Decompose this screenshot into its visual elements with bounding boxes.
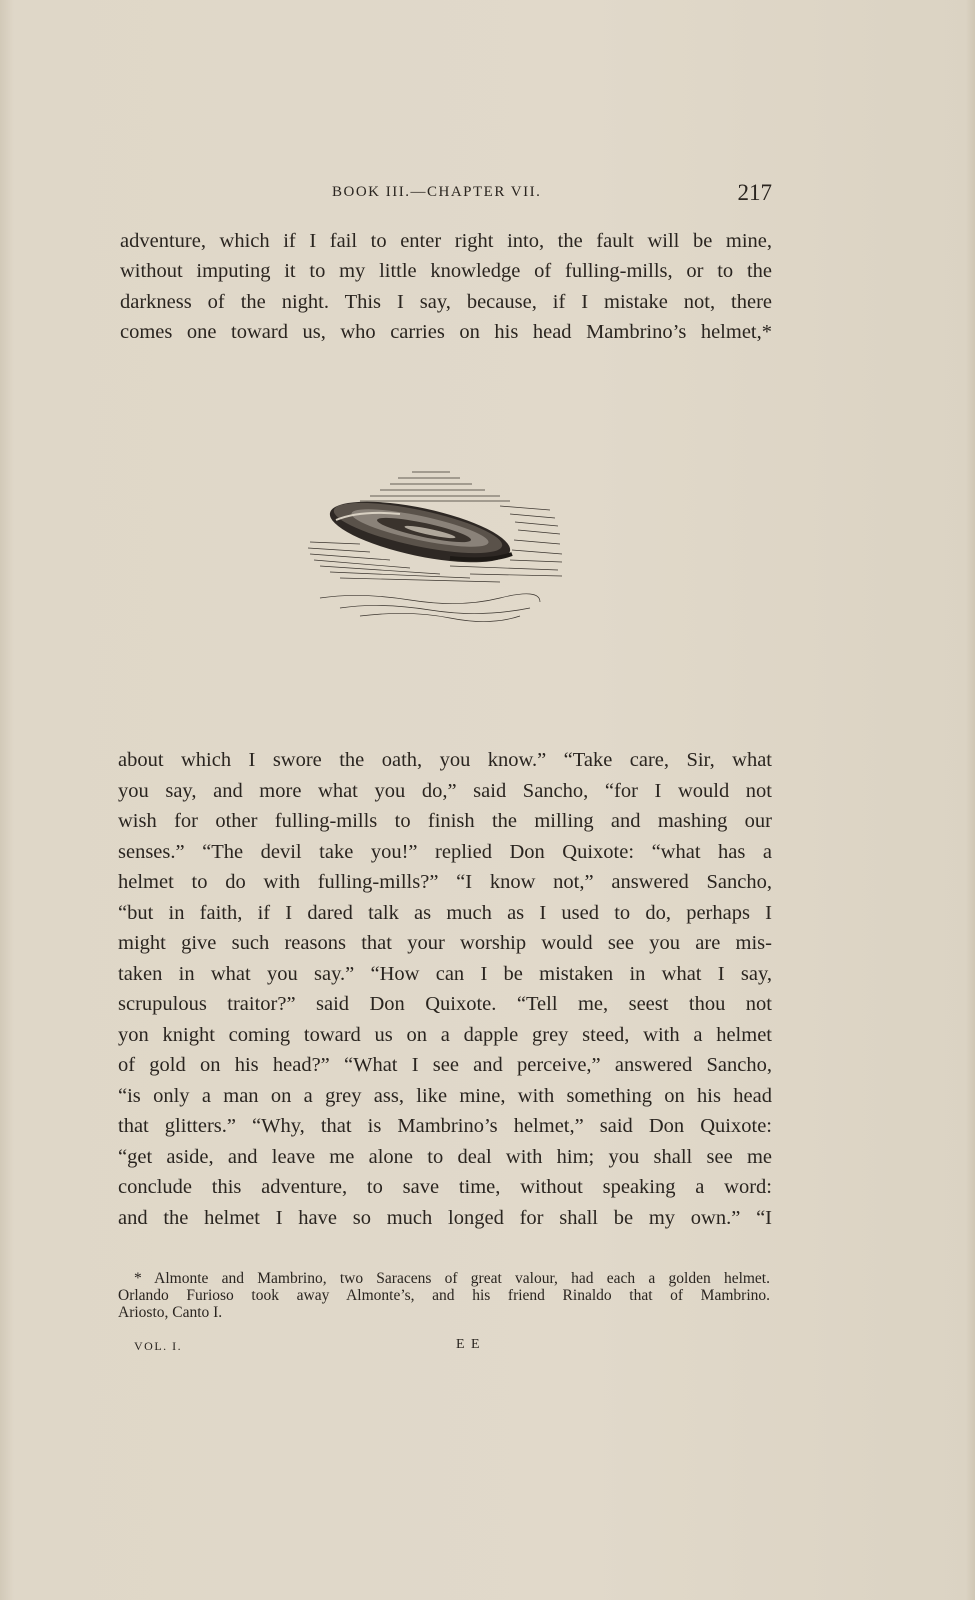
text-line: wish for other fulling-mills to finish the milling and mashing our: [118, 810, 772, 832]
helmet-basin-engraving: [300, 470, 562, 640]
text-line: darkness of the night. This I say, because, if I mistake not, there: [120, 290, 772, 313]
text-line: “but in faith, if I dared talk as much as I used to do, perhaps I: [118, 901, 772, 924]
page-footer: [134, 1339, 534, 1359]
footnote-line: * Almonte and Mambrino, two Saracens of great valour, had each a golden helmet.: [134, 1270, 770, 1287]
page-edge: [965, 0, 975, 1600]
signature-mark: E E: [456, 1337, 482, 1352]
volume-label: VOL. I.: [134, 1339, 183, 1353]
footnote-line: Ariosto, Canto I.: [118, 1304, 223, 1321]
text-line: of gold on his head?” “What I see and perceive,” answered Sancho,: [118, 1054, 772, 1076]
paragraph-bottom: [118, 745, 772, 1233]
text-line: senses.” “The devil take you!” replied Don Quixote: “what has a: [118, 840, 772, 863]
text-line: you say, and more what you do,” said Sancho, “for I would not: [118, 779, 772, 802]
text-line: “get aside, and leave me alone to deal with him; you shall see me: [118, 1145, 772, 1168]
text-line: about which I swore the oath, you know.” “Take care, Sir, what: [118, 749, 772, 771]
text-line: and the helmet I have so much longed for shall be my own.” “I: [118, 1206, 772, 1229]
text-line: scrupulous traitor?” said Don Quixote. “Tell me, seest thou not: [118, 993, 772, 1015]
text-line: conclude this adventure, to save time, without speaking a word:: [118, 1176, 772, 1198]
running-head: BOOK III.—CHAPTER VII.: [332, 184, 542, 200]
text-line: “is only a man on a grey ass, like mine, with something on his head: [118, 1084, 772, 1107]
page-number: 217: [737, 180, 772, 205]
text-line: yon knight coming toward us on a dapple grey steed, with a helmet: [118, 1023, 772, 1046]
text-line: that glitters.” “Why, that is Mambrino’s helmet,” said Don Quixote:: [118, 1115, 772, 1137]
text-line: adventure, which if I fail to enter right into, the fault will be mine,: [120, 230, 772, 252]
text-line: comes one toward us, who carries on his head Mambrino’s helmet,*: [120, 320, 772, 343]
text-line: might give such reasons that your worship would see you are mis-: [118, 932, 772, 954]
text-line: without imputing it to my little knowledge of fulling-mills, or to the: [120, 260, 772, 283]
page-header: [122, 180, 772, 210]
text-line: taken in what you say.” “How can I be mistaken in what I say,: [118, 962, 772, 985]
footnote-line: Orlando Furioso took away Almonte’s, and his friend Rinaldo that of Mambrino.: [118, 1287, 770, 1304]
footnote: [118, 1270, 770, 1321]
paragraph-top: [120, 226, 772, 347]
text-line: helmet to do with fulling-mills?” “I know not,” answered Sancho,: [118, 871, 772, 893]
